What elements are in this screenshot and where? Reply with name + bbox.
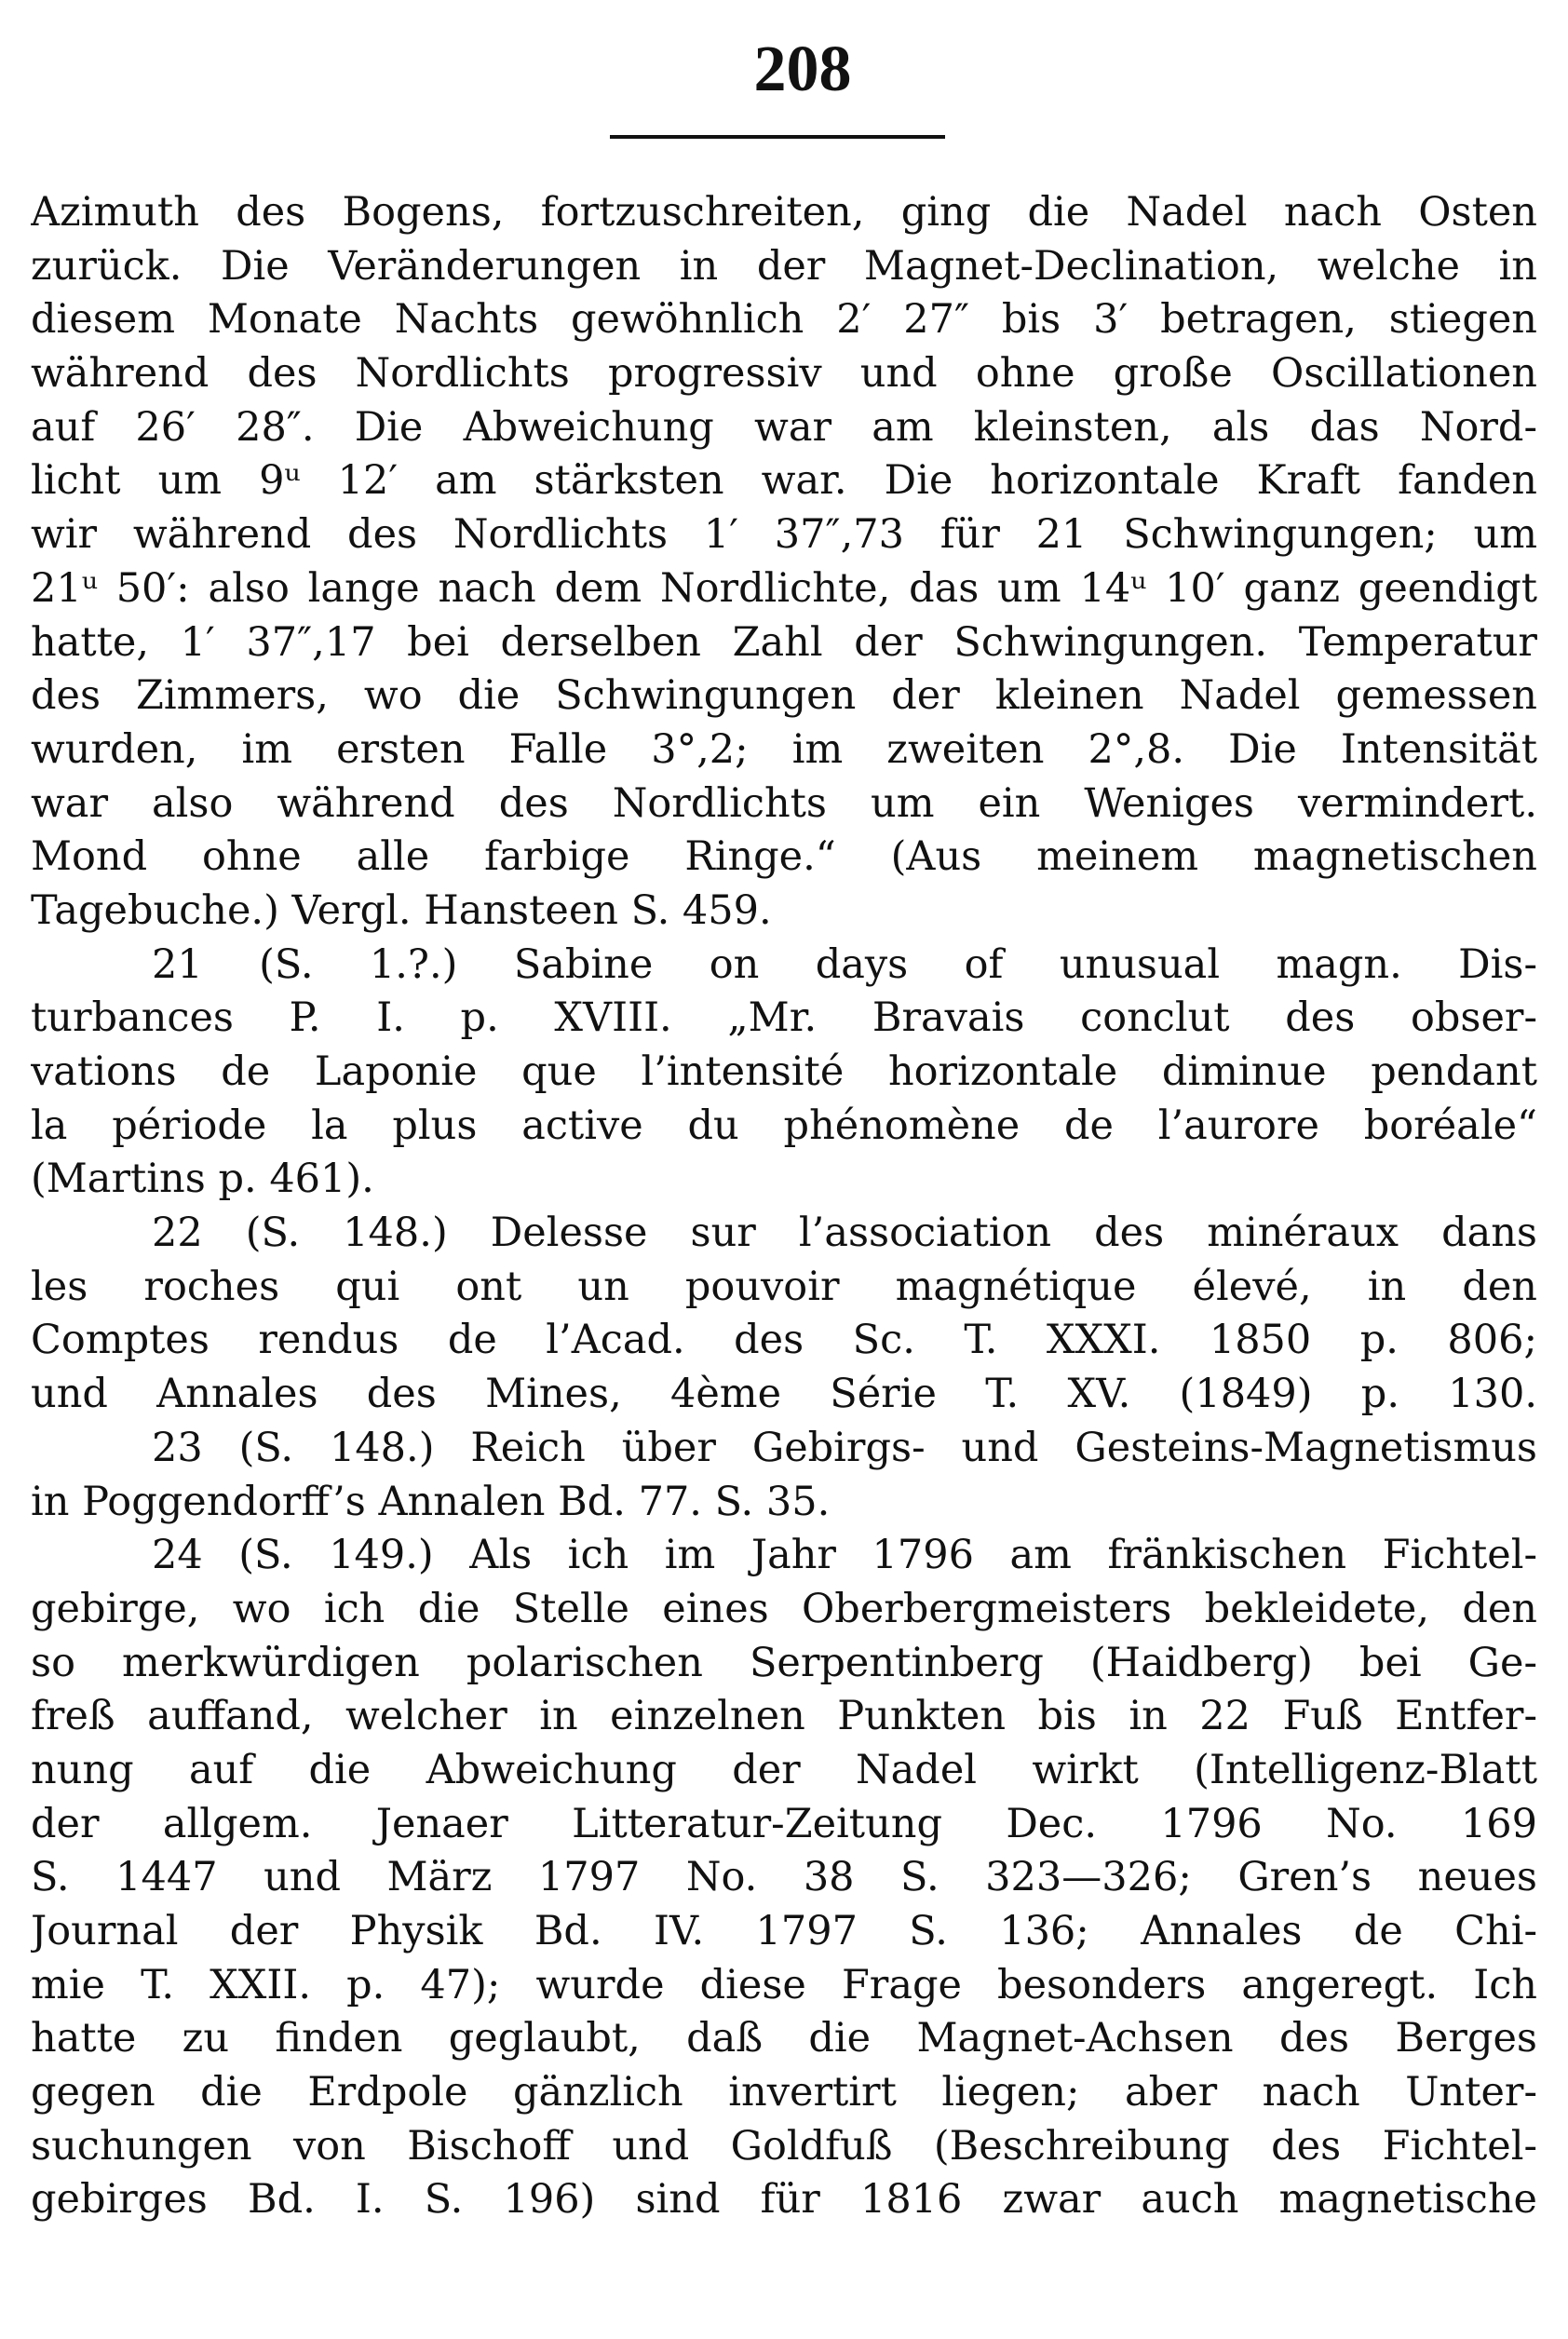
text-line: nung auf die Abweichung der Nadel wirkt (Intelligenz-Blatt	[31, 1746, 1537, 1793]
text-line: gebirge, wo ich die Stelle eines Oberbergmeisters bekleidete, den	[31, 1585, 1537, 1632]
text-line: 22 (S. 148.) Delesse sur l’association des minéraux dans	[152, 1210, 1537, 1257]
text-line: la période la plus active du phénomène de l’aurore boréale“	[31, 1102, 1537, 1149]
text-line: Mond ohne alle farbige Ringe.“ (Aus meinem magnetischen	[31, 833, 1537, 881]
text-line: licht um 9ᵘ 12′ am stärksten war. Die horizontale Kraft fanden	[31, 457, 1537, 505]
text-line: Comptes rendus de l’Acad. des Sc. T. XXXI. 1850 p. 806;	[31, 1317, 1537, 1364]
text-line: so merkwürdigen polarischen Serpentinberg (Haidberg) bei Ge-	[31, 1639, 1537, 1686]
text-line: des Zimmers, wo die Schwingungen der kleinen Nadel gemessen	[31, 672, 1537, 720]
text-line: gegen die Erdpole gänzlich invertirt liegen; aber nach Unter-	[31, 2069, 1537, 2116]
text-line: während des Nordlichts progressiv und ohne große Oscillationen	[31, 350, 1537, 398]
text-line: Journal der Physik Bd. IV. 1797 S. 136; Annales de Chi-	[31, 1908, 1537, 1954]
text-line: hatte zu finden geglaubt, daß die Magnet-Achsen des Berges	[31, 2015, 1537, 2062]
header-rule	[610, 135, 945, 139]
text-line: diesem Monate Nachts gewöhnlich 2′ 27″ bis 3′ betragen, stiegen	[31, 296, 1537, 344]
page-number: 208	[753, 34, 852, 105]
text-line: war also während des Nordlichts um ein Weniges vermindert.	[31, 779, 1537, 827]
text-line: mie T. XXII. p. 47); wurde diese Frage besonders angeregt. Ich	[31, 1961, 1537, 2008]
text-line: 21ᵘ 50′: also lange nach dem Nordlichte, das um 14ᵘ 10′ ganz geendigt	[31, 564, 1537, 612]
text-line: in Poggendorff’s Annalen Bd. 77. S. 35.	[31, 1478, 831, 1525]
text-line: 21 (S. 1.?.) Sabine on days of unusual magn. Dis-	[152, 940, 1537, 988]
body-text	[31, 186, 1537, 2227]
text-line: freß auffand, welcher in einzelnen Punkten bis in 22 Fuß Entfer-	[31, 1693, 1537, 1740]
text-line: S. 1447 und März 1797 No. 38 S. 323—326; Gren’s neues	[31, 1854, 1537, 1901]
text-line: 23 (S. 148.) Reich über Gebirgs- und Gesteins-Magnetismus	[152, 1424, 1537, 1471]
text-line: vations de Laponie que l’intensité horizontale diminue pendant	[31, 1048, 1537, 1095]
text-line: Azimuth des Bogens, fortzuschreiten, ging die Nadel nach Osten	[31, 189, 1537, 236]
text-line: und Annales des Mines, 4ème Série T. XV. (1849) p. 130.	[31, 1371, 1537, 1418]
text-line: gebirges Bd. I. S. 196) sind für 1816 zwar auch magnetische	[31, 2176, 1537, 2224]
text-line: auf 26′ 28″. Die Abweichung war am kleinsten, als das Nord-	[31, 403, 1537, 451]
text-line: der allgem. Jenaer Litteratur-Zeitung Dec. 1796 No. 169	[31, 1800, 1537, 1847]
text-line: suchungen von Bischoff und Goldfuß (Beschreibung des Fichtel-	[31, 2122, 1537, 2170]
text-line: (Martins p. 461).	[31, 1156, 374, 1203]
text-line: les roches qui ont un pouvoir magnétique élevé, in den	[31, 1263, 1537, 1310]
text-line: 24 (S. 149.) Als ich im Jahr 1796 am fränkischen Fichtel-	[152, 1532, 1537, 1579]
text-line: wurden, im ersten Falle 3°,2; im zweiten 2°,8. Die Intensität	[31, 725, 1537, 773]
text-line: zurück. Die Veränderungen in der Magnet-Declination, welche in	[31, 242, 1537, 290]
text-line: wir während des Nordlichts 1′ 37″,73 für 21 Schwingungen; um	[31, 511, 1537, 559]
text-line: Tagebuche.) Vergl. Hansteen S. 459.	[31, 886, 772, 934]
text-line: turbances P. I. p. XVIII. „Mr. Bravais conclut des obser-	[31, 994, 1537, 1042]
text-line: hatte, 1′ 37″,17 bei derselben Zahl der Schwingungen. Temperatur	[31, 618, 1537, 666]
